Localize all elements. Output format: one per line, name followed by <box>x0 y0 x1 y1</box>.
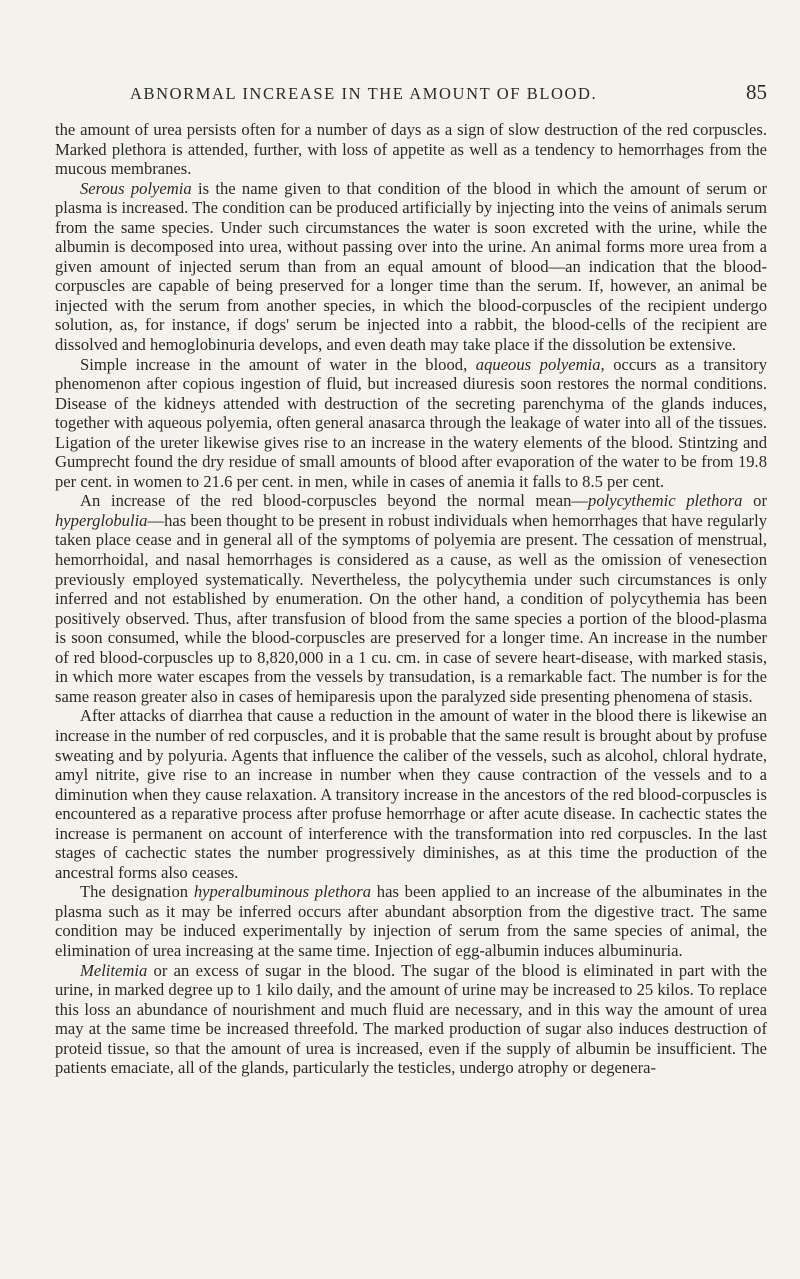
paragraph <box>55 120 767 179</box>
text-segment: is the name given to that condition of the blood in which the amount of serum or plasma is increased. The condition can be produced artificially by injecting into the veins of animals serum from the same species. Under such circumstances the water is soon excreted with the urine, while the albumin is decomposed into urea, without passing over into the urine. An animal forms more urea from a given amount of injected serum than from an equal amount of blood—an indication that the blood-corpuscles are capable of being preserved for a longer time than the serum. If, however, an animal be injected with the serum from another species, in which the blood-corpuscles of the recipient undergo solution, as, for instance, if dogs' serum be injected into a rabbit, the blood-cells of the recipient are dissolved and hemoglobinuria develops, and even death may take place if the dissolution be extensive. <box>55 178 767 355</box>
italic-term: polycythemic plethora <box>588 491 743 511</box>
text-segment: An increase of the red blood-corpuscles beyond the normal mean— <box>80 491 589 511</box>
italic-term: aqueous polyemia <box>475 354 601 374</box>
text-segment: —has been thought to be present in robust individuals when hemorrhages that have regularly taken place cease and in general all of the symptoms of polyemia are present. The cessation of menstrual, hemorrhoidal, and nasal hemorrhages is considered as a cause, as well as the omission of venesection previously employed systematically. Nevertheless, the polycythemia under such circumstances is only inferred and not established by enumeration. On the other hand, a condition of polycythemia has been positively observed. Thus, after transfusion of blood from the same species a portion of the blood-plasma is soon consumed, while the blood-corpuscles are preserved for a longer time. An increase in the number of red blood-corpuscles up to 8,820,000 in a 1 cu. cm. in case of severe heart-disease, with marked stasis, in which more water escapes from the vessels by transudation, is a remarkable fact. The number is for the same reason greater also in cases of hemiparesis upon the paralyzed side presenting phenomena of stasis. <box>55 510 767 706</box>
body-text <box>55 120 767 1078</box>
text-segment: , occurs as a transitory phenomenon after copious ingestion of fluid, but increased diuresis soon restores the normal conditions. Disease of the kidneys attended with destruction of the secreting parenchyma of the glands induces, together with aqueous polyemia, often general anasarca through the leakage of water into all of the tissues. Ligation of the ureter likewise gives rise to an increase in the watery elements of the blood. Stintzing and Gumprecht found the dry residue of small amounts of blood after evaporation of the water to be from 19.8 per cent. in women to 21.6 per cent. in men, while in cases of anemia it falls to 8.5 per cent. <box>55 354 768 491</box>
paragraph <box>55 491 767 706</box>
paragraph <box>55 179 767 355</box>
paragraph <box>55 355 767 492</box>
paragraph <box>55 961 767 1078</box>
page-header <box>55 80 767 110</box>
italic-term: Serous polyemia <box>80 178 192 198</box>
paragraph <box>55 706 767 882</box>
italic-term: hyperglobulia <box>55 510 148 530</box>
text-segment: the amount of urea persists often for a number of days as a sign of slow destruction of the red corpuscles. Marked plethora is attended, further, with loss of appetite as well as a tendency to hemorrhages from the mucous membranes. <box>55 120 767 179</box>
page-number: 85 <box>746 80 767 104</box>
paragraph <box>55 882 767 960</box>
text-segment: Simple increase in the amount of water in the blood, <box>80 354 476 374</box>
italic-term: hyperalbuminous plethora <box>193 882 372 902</box>
italic-term: Melitemia <box>80 960 148 980</box>
text-segment: or <box>742 491 767 511</box>
book-page <box>55 80 767 1078</box>
text-segment: or an excess of sugar in the blood. The sugar of the blood is eliminated in part with the urine, in marked degree up to 1 kilo daily, and the amount of urine may be increased to 25 kilos. To replace this loss an abundance of nourishment and much fluid are necessary, and in this way the amount of urea may at the same time be increased threefold. The marked production of sugar also induces destruction of proteid tissue, so that the amount of urea is increased, even if the supply of albumin be insufficient. The patients emaciate, all of the glands, particularly the testicles, undergo atrophy or degenera- <box>55 960 767 1078</box>
running-head: ABNORMAL INCREASE IN THE AMOUNT OF BLOOD. <box>130 84 598 103</box>
text-segment: The designation <box>80 882 194 902</box>
text-segment: has been applied to an increase of the albuminates in the plasma such as it may be inferred occurs after abundant absorption from the digestive tract. The same condition may be induced experimentally by injection of serum from the same species of animal, the elimination of urea increasing at the same time. Injection of egg-albumin induces albuminuria. <box>55 882 767 960</box>
text-segment: After attacks of diarrhea that cause a reduction in the amount of water in the blood there is likewise an increase in the number of red corpuscles, and it is probable that the same result is brought about by profuse sweating and by polyuria. Agents that influence the caliber of the vessels, such as alcohol, chloral hydrate, amyl nitrite, give rise to an increase in number when they cause contraction of the vessels and to a diminution when they cause relaxation. A transitory increase in the ancestors of the red blood-corpuscles is encountered as a reparative process after profuse hemorrhage or after acute disease. In cachectic states the increase is permanent on account of interference with the transformation into red corpuscles. In the last stages of cachectic states the number progressively diminishes, as at this time the production of the ancestral forms also ceases. <box>55 706 767 882</box>
